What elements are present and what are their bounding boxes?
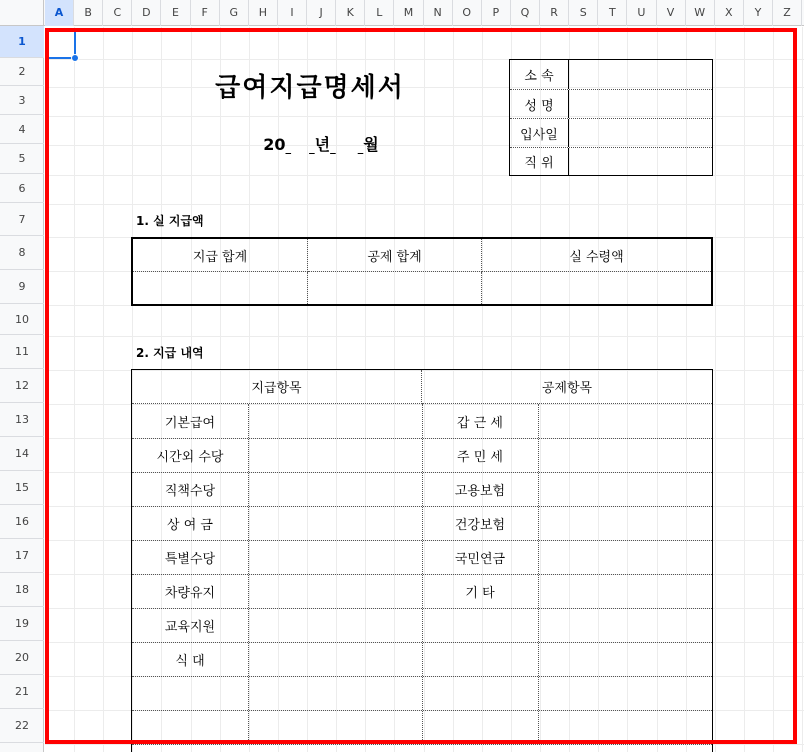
column-header-bar: [0, 0, 804, 26]
info-label: 입사일: [510, 119, 569, 147]
select-all-corner[interactable]: [0, 0, 44, 26]
net-header-total-pay: 지급 합계: [133, 239, 308, 272]
column-header-q[interactable]: Q: [511, 0, 540, 26]
pay-item-label: 기본급여: [164, 415, 216, 431]
period-year-unit: 년: [314, 135, 331, 154]
column-header-w[interactable]: W: [686, 0, 715, 26]
column-header-l[interactable]: L: [365, 0, 394, 26]
pay-item-label: 특별수당: [164, 551, 216, 567]
deduct-item-label: 기 타: [465, 585, 495, 601]
row-header-bar: [0, 26, 44, 752]
info-label: 직 위: [510, 148, 569, 175]
row-header-1[interactable]: 1: [0, 26, 44, 58]
selection-highlight-frame: [45, 28, 797, 744]
row-header-6[interactable]: 6: [0, 174, 44, 203]
pay-items-header: 지급항목: [132, 370, 422, 404]
column-header-j[interactable]: J: [307, 0, 336, 26]
column-header-h[interactable]: H: [249, 0, 278, 26]
row-header-15[interactable]: 15: [0, 471, 44, 505]
column-header-r[interactable]: R: [540, 0, 569, 26]
pay-item-label: 직책수당: [164, 483, 216, 499]
row-header-3[interactable]: 3: [0, 86, 44, 115]
column-header-t[interactable]: T: [598, 0, 627, 26]
column-header-s[interactable]: S: [569, 0, 598, 26]
net-header-take-home: 실 수령액: [482, 239, 711, 272]
deduct-item-label: 국민연금: [454, 551, 506, 567]
row-header-22[interactable]: 22: [0, 709, 44, 743]
row-divider: [132, 744, 712, 745]
deduct-items-header: 공제항목: [422, 370, 712, 404]
column-header-g[interactable]: G: [220, 0, 249, 26]
pay-item-label: 상 여 금: [167, 517, 213, 533]
pay-item-label: 시간외 수당: [156, 449, 224, 465]
row-header-7[interactable]: 7: [0, 203, 44, 236]
column-header-u[interactable]: U: [627, 0, 656, 26]
info-label: 성 명: [510, 90, 569, 118]
row-header-17[interactable]: 17: [0, 539, 44, 573]
pay-item-label: 차량유지: [164, 585, 216, 601]
column-header-f[interactable]: F: [191, 0, 220, 26]
column-header-y[interactable]: Y: [744, 0, 773, 26]
deduct-item-label: 갑 근 세: [457, 415, 503, 431]
row-header-2[interactable]: 2: [0, 58, 44, 86]
period-month-unit: 월: [363, 135, 379, 154]
column-header-x[interactable]: X: [715, 0, 744, 26]
column-header-d[interactable]: D: [132, 0, 161, 26]
column-header-i[interactable]: I: [278, 0, 307, 26]
deduct-item-label: 고용보험: [454, 483, 506, 499]
row-header-16[interactable]: 16: [0, 505, 44, 539]
row-header-9[interactable]: 9: [0, 270, 44, 304]
row-header-21[interactable]: 21: [0, 675, 44, 709]
column-header-b[interactable]: B: [74, 0, 103, 26]
row-header-4[interactable]: 4: [0, 115, 44, 144]
column-header-c[interactable]: C: [103, 0, 132, 26]
column-header-a[interactable]: A: [45, 0, 74, 26]
section2-title: 2. 지급 내역: [136, 346, 204, 360]
row-header-13[interactable]: 13: [0, 403, 44, 437]
row-header-14[interactable]: 14: [0, 437, 44, 471]
column-header-z[interactable]: Z: [773, 0, 802, 26]
column-header-e[interactable]: E: [161, 0, 190, 26]
deduct-item-label: 주 민 세: [457, 449, 503, 465]
row-header-8[interactable]: 8: [0, 236, 44, 270]
row-header-10[interactable]: 10: [0, 304, 44, 335]
row-header-19[interactable]: 19: [0, 607, 44, 641]
period-year-prefix: 20: [263, 135, 286, 154]
column-header-m[interactable]: M: [394, 0, 423, 26]
net-header-total-deduct: 공제 합계: [308, 239, 482, 272]
info-label: 소 속: [510, 60, 569, 89]
pay-item-label: 식 대: [175, 653, 205, 669]
column-header-k[interactable]: K: [336, 0, 365, 26]
row-header-12[interactable]: 12: [0, 369, 44, 403]
column-header-n[interactable]: N: [424, 0, 453, 26]
section1-title: 1. 실 지급액: [136, 214, 204, 228]
pay-item-label: 교육지원: [164, 619, 216, 635]
column-header-o[interactable]: O: [453, 0, 482, 26]
column-header-v[interactable]: V: [657, 0, 686, 26]
row-header-11[interactable]: 11: [0, 335, 44, 369]
grid-line-vertical: [802, 27, 803, 752]
deduct-item-label: 건강보험: [454, 517, 506, 533]
column-header-p[interactable]: P: [482, 0, 511, 26]
row-header-20[interactable]: 20: [0, 641, 44, 675]
row-header-18[interactable]: 18: [0, 573, 44, 607]
document-title: 급여지급명세서: [215, 73, 405, 103]
row-header-5[interactable]: 5: [0, 144, 44, 174]
